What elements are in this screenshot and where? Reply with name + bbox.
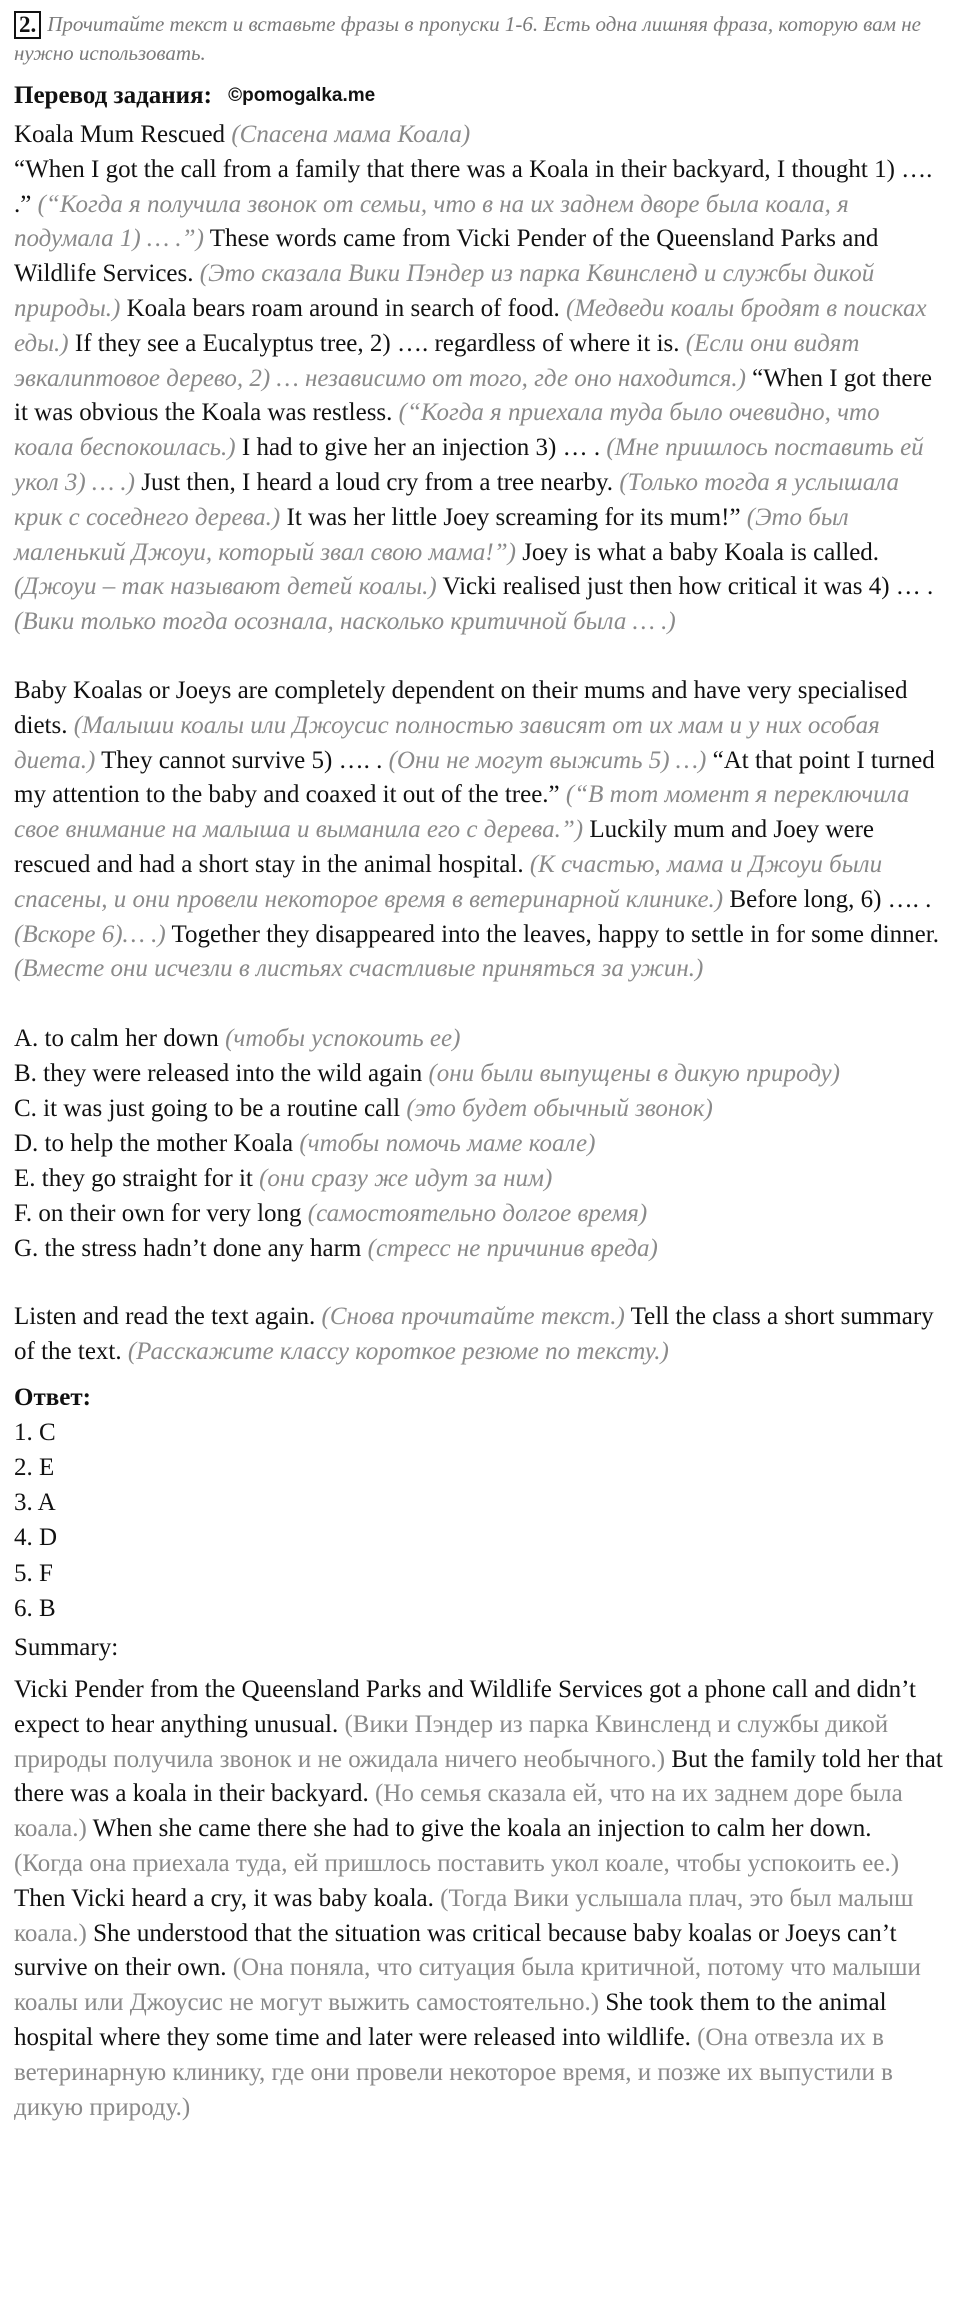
option-ru: (это будет обычный звонок) bbox=[406, 1095, 713, 1123]
sentence-ru: (Медведи коалы бродят в поисках еды.) bbox=[14, 294, 927, 357]
paragraph-gap bbox=[14, 1266, 944, 1300]
option-en: F. on their own for very long bbox=[14, 1200, 308, 1228]
sentence-en: These words came from Vicki Pender of the Queensland Parks and Wildlife Services. bbox=[14, 225, 879, 288]
option-b bbox=[14, 1056, 944, 1091]
document-page bbox=[14, 10, 944, 2125]
option-en: D. to help the mother Koala bbox=[14, 1130, 300, 1158]
summary-en: But the family told her that there was a koala in their backyard. bbox=[14, 1745, 943, 1808]
listen-task bbox=[14, 1300, 944, 1370]
option-c bbox=[14, 1091, 944, 1126]
sentence-ru: (Вскоре 6)… .) bbox=[14, 920, 166, 948]
sentence-en: Vicki realised just then how critical it was 4) … . bbox=[436, 573, 934, 601]
sentence-en: They cannot survive 5) …. . bbox=[95, 746, 389, 774]
option-ru: (чтобы помочь маме коале) bbox=[299, 1130, 596, 1158]
sentence-ru: (Они не могут выжить 5) …) bbox=[388, 746, 707, 774]
answer-item: 2. E bbox=[14, 1453, 55, 1481]
text-paragraph-1 bbox=[14, 118, 944, 640]
option-ru: (они сразу же идут за ним) bbox=[259, 1165, 553, 1193]
sentence-en: Listen and read the text again. bbox=[14, 1303, 322, 1331]
sentence-ru: (Малыши коалы или Джоусис полностью зависят от их мам и у них особая диета.) bbox=[14, 711, 880, 774]
sentence-ru: (Это сказала Вики Пэндер из парка Квинсленд и службы дикой природы.) bbox=[14, 260, 875, 322]
sentence-ru: (Расскажите классу короткое резюме по тексту.) bbox=[127, 1337, 669, 1365]
sentence-en: “At that point I turned my attention to the baby and coaxed it out of the tree.” bbox=[14, 746, 935, 809]
sentence-ru: (Джоуи – так называют детей коалы.) bbox=[14, 573, 437, 601]
sentence-ru: (“Когда я получила звонок от семьи, что в на их заднем дворе была коала, я подумала 1) … .”) bbox=[14, 190, 849, 253]
sentence-ru: (“Когда я приехала туда было очевидно, что коала беспокоилась.) bbox=[14, 399, 880, 462]
sentence-ru: (Только тогда я услышала крик с соседнего дерева.) bbox=[14, 468, 899, 531]
sentence-ru: (Мне пришлось поставить ей укол 3) … .) bbox=[14, 434, 924, 496]
summary-title: Summary: bbox=[14, 1633, 119, 1661]
answer-item: 6. B bbox=[14, 1594, 56, 1622]
summary-text bbox=[14, 1673, 944, 2125]
sentence-ru: (Это был маленький Джоуи, который звал свою мама!”) bbox=[14, 503, 849, 566]
summary-ru: (Она отвезла их в ветеринарную клинику, где они провели некоторое время, и позже их выпустили в дикую природу.) bbox=[14, 2023, 893, 2121]
sentence-en: It was her little Joey screaming for its mum!” bbox=[280, 503, 747, 531]
answer-item: 3. A bbox=[14, 1489, 56, 1517]
summary-ru: (Но семья сказала ей, что на их заднем доре была коала.) bbox=[14, 1780, 903, 1843]
option-e bbox=[14, 1161, 944, 1196]
option-en: G. the stress hadn’t done any harm bbox=[14, 1235, 368, 1263]
sentence-en: If they see a Eucalyptus tree, 2) …. regardless of where it is. bbox=[68, 329, 686, 357]
sentence-ru: (Вместе они исчезли в листьях счастливые приняться за ужин.) bbox=[14, 955, 704, 983]
summary-ru: (Она поняла, что ситуация была критичной, потому что малыши коалы или Джоусис не могут выжить самостоятельно.) bbox=[14, 1954, 921, 2017]
answer-item: 5. F bbox=[14, 1559, 53, 1587]
option-ru: (они были выпущены в дикую природу) bbox=[428, 1060, 840, 1088]
translation-title: Перевод задания: bbox=[14, 82, 212, 109]
translation-header bbox=[14, 80, 944, 112]
sentence-en: Just then, I heard a loud cry from a tree nearby. bbox=[135, 468, 620, 496]
summary-en: Vicki Pender from the Queensland Parks and Wildlife Services got a phone call and didn’t expect to hear anything unusual. bbox=[14, 1675, 916, 1738]
option-a bbox=[14, 1021, 944, 1056]
option-ru: (самостоятельно долгое время) bbox=[307, 1200, 648, 1228]
sentence-en: Joey is what a baby Koala is called. bbox=[515, 538, 880, 566]
summary-en: When she came there she had to give the koala an injection to calm her down. bbox=[86, 1815, 872, 1843]
sentence-en: “When I got the call from a family that there was a Koala in their backyard, I thought 1) …. .” bbox=[14, 155, 933, 218]
answer-list bbox=[14, 1415, 944, 1626]
option-en: A. to calm her down bbox=[14, 1025, 226, 1053]
sentence-en: Baby Koalas or Joeys are completely dependent on their mums and have very specialised diets. bbox=[14, 676, 908, 739]
task-instruction: Прочитайте текст и вставьте фразы в пропуски 1-6. Есть одна лишняя фраза, которую вам не нужно использовать. bbox=[14, 12, 921, 65]
summary-en: She took them to the animal hospital where they some time and later were released into wildlife. bbox=[14, 1989, 887, 2051]
koala-title-ru: (Спасена мама Коала) bbox=[231, 121, 471, 148]
sentence-en: Tell the class a short summary of the text. bbox=[14, 1303, 934, 1365]
option-f bbox=[14, 1196, 944, 1231]
summary-ru: (Вики Пэндер из парка Квинсленд и службы дикой природы получила звонок и не ожидала ничего необычного.) bbox=[14, 1710, 889, 1773]
sentence-en: “When I got there it was obvious the Koala was restless. bbox=[14, 364, 932, 427]
option-ru: (чтобы успокоить ее) bbox=[225, 1025, 461, 1053]
answer-item: 1. C bbox=[14, 1418, 56, 1446]
sentence-ru: (К счастью, мама и Джоуи были спасены, и они провели некоторое время в ветеринарной клинике.) bbox=[14, 850, 883, 913]
site-watermark: ©pomogalka.me bbox=[228, 85, 376, 106]
task-number: 2. bbox=[14, 11, 41, 39]
option-g bbox=[14, 1231, 944, 1266]
sentence-en: Luckily mum and Joey were rescued and had a short stay in the animal hospital. bbox=[14, 816, 874, 878]
sentence-en: Before long, 6) …. . bbox=[723, 885, 932, 913]
option-en: B. they were released into the wild again bbox=[14, 1060, 429, 1088]
text-paragraph-2 bbox=[14, 674, 944, 987]
summary-en: Then Vicki heard a cry, it was baby koala. bbox=[14, 1884, 441, 1912]
summary-ru: (Когда она приехала туда, ей пришлось поставить укол коале, чтобы успокоить ее.) bbox=[14, 1849, 900, 1877]
sentence-en: Koala bears roam around in search of food. bbox=[120, 294, 566, 322]
sentence-ru: (Вики только тогда осознала, насколько критичной была … .) bbox=[14, 608, 676, 636]
option-en: E. they go straight for it bbox=[14, 1165, 260, 1193]
sentence-ru: (Если они видят эвкалиптовое дерево, 2) … независимо от того, где оно находится.) bbox=[14, 329, 860, 392]
sentence-en: Together they disappeared into the leaves, happy to settle in for some dinner. bbox=[165, 920, 939, 948]
answer-title: Ответ: bbox=[14, 1383, 91, 1411]
sentence-ru: (Снова прочитайте текст.) bbox=[321, 1303, 625, 1331]
paragraph-gap bbox=[14, 987, 944, 1021]
paragraph-gap bbox=[14, 640, 944, 674]
summary-ru: (Тогда Вики услышала плач, это был малыш коала.) bbox=[14, 1884, 914, 1947]
option-d bbox=[14, 1126, 944, 1161]
answer-item: 4. D bbox=[14, 1524, 58, 1552]
phrase-options bbox=[14, 1021, 944, 1266]
task-header bbox=[14, 10, 944, 68]
sentence-ru: (“В тот момент я переключила свое внимание на малыша и выманила его с дерева.”) bbox=[14, 781, 910, 844]
option-ru: (стресс не причинив вреда) bbox=[367, 1235, 658, 1263]
option-en: C. it was just going to be a routine call bbox=[14, 1095, 407, 1123]
sentence-en: I had to give her an injection 3) … . bbox=[235, 434, 607, 462]
summary-en: She understood that the situation was critical because baby koalas or Joeys can’t survive on their own. bbox=[14, 1919, 897, 1982]
koala-title-en: Koala Mum Rescued bbox=[14, 121, 232, 148]
